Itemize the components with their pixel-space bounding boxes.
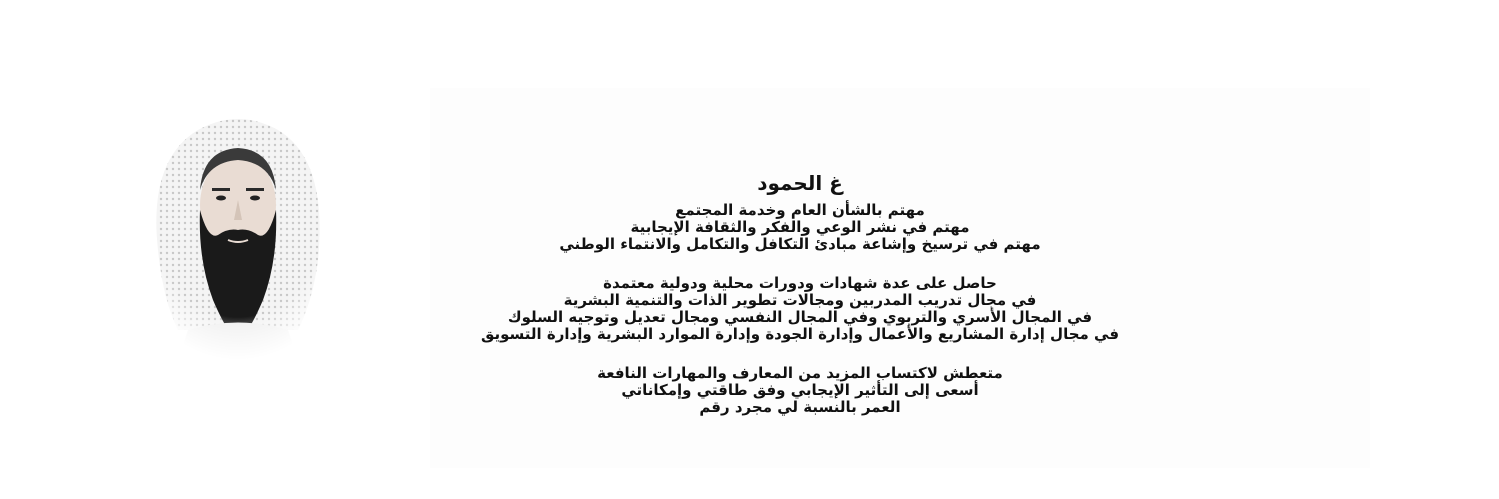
bio-line: أسعى إلى التأثير الإيجابي وفق طاقتي وإمكاناتي	[621, 381, 979, 399]
bio-line: في المجال الأسري والتربوي وفي المجال النفسي ومجال تعديل وتوجيه السلوك	[507, 308, 1093, 326]
bio-line: مهتم في نشر الوعي والفكر والثقافة الإيجابية	[630, 218, 970, 236]
spacer	[430, 343, 1170, 365]
bio-line: مهتم بالشأن العام وخدمة المجتمع	[675, 201, 925, 219]
bio-line: متعطش لاكتساب المزيد من المعارف والمهارات النافعة	[597, 364, 1003, 382]
bio-line: في مجال تدريب المدربين ومجالات تطوير الذات والتنمية البشرية	[563, 291, 1037, 309]
bio-line: العمر بالنسبة لي مجرد رقم	[699, 398, 901, 416]
portrait-drawing	[128, 100, 348, 360]
bio-line: في مجال إدارة المشاريع والأعمال وإدارة الجودة وإدارة الموارد البشرية وإدارة التسويق	[480, 325, 1120, 343]
bio-line: حاصل على عدة شهادات ودورات محلية ودولية معتمدة	[603, 274, 997, 292]
portrait-image	[128, 100, 348, 360]
spacer	[430, 253, 1170, 275]
bio-line: مهتم في ترسيخ وإشاعة مبادئ التكافل والتكامل والانتماء الوطني	[559, 235, 1041, 253]
bio-text	[430, 168, 1170, 416]
profile-name: غ الحمود	[757, 171, 843, 195]
